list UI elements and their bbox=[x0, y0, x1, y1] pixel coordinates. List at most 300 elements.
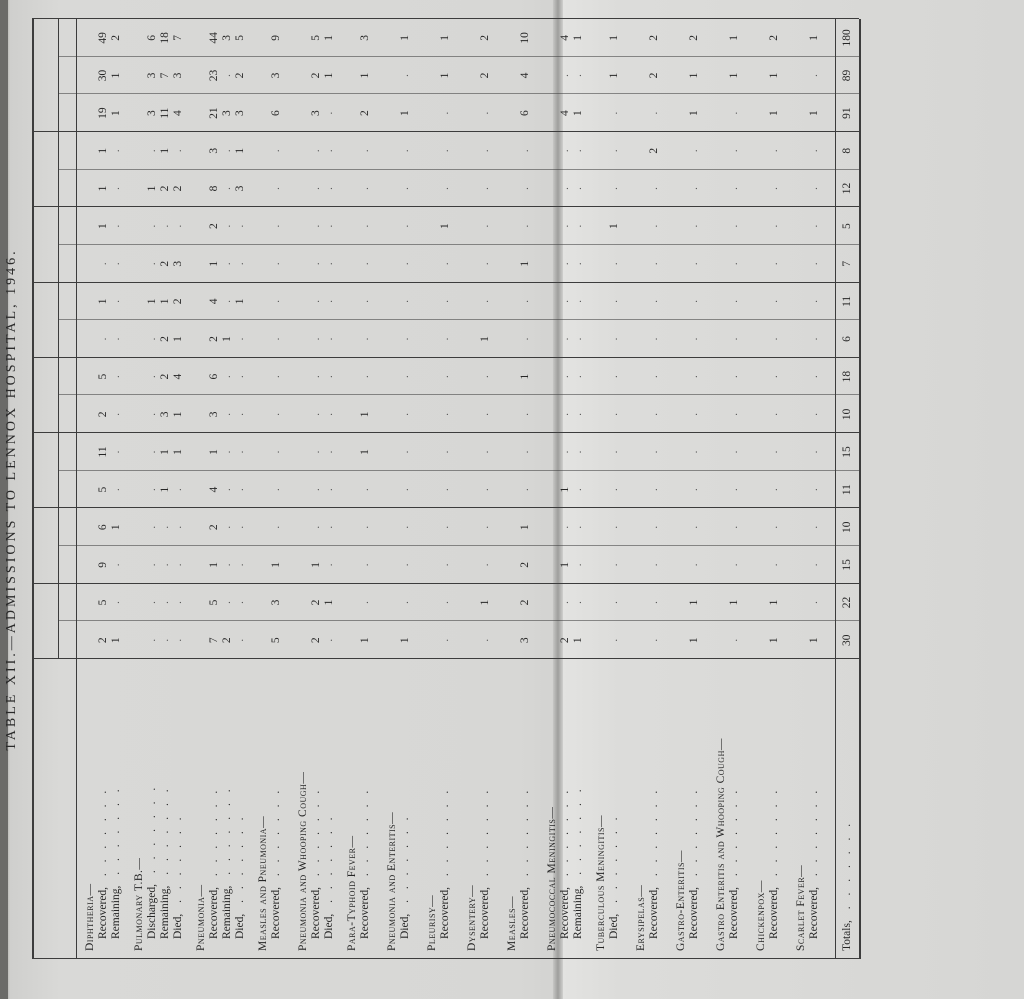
row-label bbox=[439, 663, 452, 951]
cell-value: 1 bbox=[234, 147, 246, 154]
empty-cell-dot: . bbox=[648, 111, 660, 115]
empty-cell-dot: . bbox=[221, 601, 233, 604]
empty-cell-dot: . bbox=[270, 450, 282, 454]
empty-cell-dot: . bbox=[479, 412, 491, 416]
cell-value: 1 bbox=[479, 336, 491, 342]
empty-cell-dot: . bbox=[310, 450, 322, 454]
section-label bbox=[466, 663, 492, 951]
cell-value: 3 bbox=[270, 72, 282, 79]
empty-cell-dot: . bbox=[270, 262, 282, 266]
empty-cell-dot: . bbox=[310, 149, 322, 153]
section-title: Gastro Enteritis and Whooping Cough— bbox=[715, 738, 727, 951]
empty-cell-dot: . bbox=[768, 224, 780, 228]
empty-cell-dot: . bbox=[572, 149, 584, 153]
cell-value: 3 bbox=[270, 599, 282, 606]
cell-value: 1 bbox=[768, 72, 780, 79]
cell-value: 4 bbox=[172, 373, 184, 380]
row-label-text: Recovered bbox=[270, 889, 282, 939]
rule-label-col bbox=[32, 658, 859, 659]
empty-cell-dot: . bbox=[608, 488, 620, 491]
empty-cell-dot: . bbox=[648, 525, 660, 529]
cell-value: 1 bbox=[208, 260, 220, 267]
empty-cell-dot: . bbox=[648, 488, 660, 491]
empty-cell-dot: . bbox=[728, 224, 740, 228]
empty-cell-dot: . bbox=[234, 525, 246, 529]
empty-cell-dot: . bbox=[439, 187, 451, 190]
empty-cell-dot: . bbox=[728, 450, 740, 454]
cell-value: 18 bbox=[159, 32, 171, 44]
row-label bbox=[270, 663, 283, 951]
empty-cell-dot: . bbox=[221, 375, 233, 379]
cell-value: 2 bbox=[172, 185, 184, 192]
empty-cell-dot: . bbox=[572, 74, 584, 77]
cell-value: 1 bbox=[323, 34, 335, 41]
empty-cell-dot: . bbox=[146, 412, 158, 416]
empty-cell-dot: . bbox=[234, 488, 246, 491]
empty-cell-dot: . bbox=[688, 375, 700, 379]
empty-cell-dot: . bbox=[221, 187, 233, 190]
section-label bbox=[84, 663, 123, 951]
empty-cell-dot: . bbox=[572, 262, 584, 266]
row-label-text: Recovered bbox=[688, 889, 700, 939]
empty-cell-dot: . bbox=[146, 224, 158, 228]
empty-cell-dot: . bbox=[559, 450, 571, 454]
empty-cell-dot: . bbox=[323, 224, 335, 228]
rule-left bbox=[32, 958, 859, 959]
empty-cell-dot: . bbox=[323, 300, 335, 303]
cell-value: 1 bbox=[323, 599, 335, 606]
empty-cell-dot: . bbox=[688, 337, 700, 341]
empty-cell-dot: . bbox=[172, 224, 184, 228]
empty-cell-dot: . bbox=[768, 375, 780, 379]
row-label bbox=[608, 663, 621, 951]
empty-cell-dot: . bbox=[479, 563, 491, 567]
empty-cell-dot: . bbox=[359, 525, 371, 529]
cell-value: 1 bbox=[270, 562, 282, 568]
cell-value: 7 bbox=[208, 637, 220, 644]
empty-cell-dot: . bbox=[572, 187, 584, 190]
cell-value: 2 bbox=[479, 34, 491, 41]
row-label bbox=[648, 663, 661, 951]
total-value: 8 bbox=[841, 147, 853, 154]
empty-cell-dot: . bbox=[359, 262, 371, 266]
empty-cell-dot: . bbox=[399, 375, 411, 379]
empty-cell-dot: . bbox=[172, 488, 184, 491]
empty-cell-dot: . bbox=[608, 638, 620, 642]
empty-cell-dot: . bbox=[159, 224, 171, 228]
cell-value: 23 bbox=[208, 69, 220, 82]
section-title: Diphtheria— bbox=[84, 883, 96, 951]
row-label-text: Died bbox=[399, 916, 411, 939]
empty-cell-dot: . bbox=[146, 563, 158, 567]
leader-dots: , . . . . . . . bbox=[97, 786, 109, 890]
cell-value: 5 bbox=[310, 34, 322, 41]
cell-value: 1 bbox=[110, 72, 122, 79]
empty-cell-dot: . bbox=[110, 375, 122, 379]
empty-cell-dot: . bbox=[648, 375, 660, 379]
total-value: 10 bbox=[841, 521, 853, 533]
row-label-text: Remaining bbox=[110, 888, 122, 939]
table-caption: TABLE XII.—ADMISSIONS TO LENNOX HOSPITAL, 1946. bbox=[4, 248, 19, 751]
empty-cell-dot: . bbox=[808, 187, 820, 190]
cell-value: 2 bbox=[159, 260, 171, 267]
empty-cell-dot: . bbox=[572, 224, 584, 228]
total-value: 15 bbox=[841, 559, 853, 571]
empty-cell-dot: . bbox=[728, 187, 740, 190]
cell-value: 1 bbox=[146, 185, 158, 192]
section-title: Pneumonia and Whooping Cough— bbox=[297, 771, 309, 951]
section-title: Scarlet Fever— bbox=[795, 864, 807, 951]
empty-cell-dot: . bbox=[234, 375, 246, 379]
empty-cell-dot: . bbox=[159, 601, 171, 604]
cell-value: 1 bbox=[110, 637, 122, 644]
empty-cell-dot: . bbox=[270, 337, 282, 341]
cell-value: 1 bbox=[172, 411, 184, 418]
row-label bbox=[479, 663, 492, 951]
cell-value: 1 bbox=[97, 185, 109, 192]
cell-value: 4 bbox=[208, 298, 220, 305]
cell-value: 5 bbox=[208, 599, 220, 606]
section-title: Pneumonia— bbox=[195, 884, 207, 951]
cell-value: 1 bbox=[110, 524, 122, 531]
empty-cell-dot: . bbox=[359, 601, 371, 604]
cell-value: 1 bbox=[519, 524, 531, 531]
cell-value: 1 bbox=[559, 562, 571, 568]
total-value: 15 bbox=[841, 446, 853, 458]
empty-cell-dot: . bbox=[688, 450, 700, 454]
empty-cell-dot: . bbox=[221, 149, 233, 153]
empty-cell-dot: . bbox=[234, 563, 246, 567]
section-title: Chickenpox— bbox=[755, 880, 767, 951]
row-label-text: Discharged bbox=[146, 886, 158, 939]
row-label bbox=[399, 663, 412, 951]
empty-cell-dot: . bbox=[688, 412, 700, 416]
cell-value: 1 bbox=[159, 486, 171, 493]
rule-sub-col bbox=[58, 620, 859, 621]
empty-cell-dot: . bbox=[479, 375, 491, 379]
cell-value: 2 bbox=[221, 637, 233, 644]
leader-dots: , . . . . . . . bbox=[359, 786, 371, 890]
cell-value: 7 bbox=[159, 72, 171, 79]
section-title: Gastro-Enteritis— bbox=[675, 850, 687, 951]
empty-cell-dot: . bbox=[559, 601, 571, 604]
leader-dots: , . . . . . . . bbox=[572, 785, 584, 889]
empty-cell-dot: . bbox=[323, 337, 335, 341]
empty-cell-dot: . bbox=[572, 450, 584, 454]
empty-cell-dot: . bbox=[146, 149, 158, 153]
row-label-text: Recovered bbox=[359, 889, 371, 939]
empty-cell-dot: . bbox=[572, 601, 584, 604]
empty-cell-dot: . bbox=[221, 412, 233, 416]
empty-cell-dot: . bbox=[808, 224, 820, 228]
cell-value: 1 bbox=[572, 637, 584, 644]
rule-sub-col bbox=[58, 244, 859, 245]
rule-sub-col bbox=[58, 319, 859, 320]
total-value: 180 bbox=[841, 29, 853, 47]
empty-cell-dot: . bbox=[146, 638, 158, 642]
cell-value: 1 bbox=[359, 637, 371, 644]
cell-value: 1 bbox=[221, 336, 233, 342]
leader-dots: , . . . . . . . bbox=[110, 785, 122, 889]
cell-value: 1 bbox=[688, 637, 700, 644]
empty-cell-dot: . bbox=[270, 525, 282, 529]
cell-value: 1 bbox=[768, 110, 780, 117]
leader-dots: , . . . . . . . bbox=[234, 813, 246, 917]
empty-cell-dot: . bbox=[270, 488, 282, 491]
empty-cell-dot: . bbox=[808, 375, 820, 379]
total-value: 18 bbox=[841, 370, 853, 383]
section-label bbox=[426, 663, 452, 951]
row-label bbox=[159, 663, 172, 951]
row-label-text: Died bbox=[608, 916, 620, 939]
empty-cell-dot: . bbox=[559, 224, 571, 228]
empty-cell-dot: . bbox=[768, 262, 780, 266]
total-value: 12 bbox=[841, 182, 853, 195]
empty-cell-dot: . bbox=[234, 262, 246, 266]
empty-cell-dot: . bbox=[146, 262, 158, 266]
row-label-text: Died bbox=[172, 916, 184, 939]
empty-cell-dot: . bbox=[221, 488, 233, 491]
empty-cell-dot: . bbox=[359, 149, 371, 153]
row-label bbox=[234, 663, 247, 951]
cell-value: 2 bbox=[648, 72, 660, 79]
row-label bbox=[728, 663, 741, 951]
empty-cell-dot: . bbox=[439, 638, 451, 642]
empty-cell-dot: . bbox=[323, 149, 335, 153]
cell-value: 11 bbox=[97, 446, 109, 458]
total-value: 11 bbox=[841, 484, 853, 496]
cell-value: 1 bbox=[159, 449, 171, 455]
empty-cell-dot: . bbox=[572, 488, 584, 491]
empty-cell-dot: . bbox=[110, 412, 122, 416]
empty-cell-dot: . bbox=[688, 224, 700, 228]
cell-value: 1 bbox=[608, 223, 620, 229]
leader-dots: , . . . . . . . bbox=[519, 786, 531, 890]
row-label bbox=[110, 663, 123, 951]
cell-value: 4 bbox=[208, 486, 220, 493]
row-label bbox=[519, 663, 532, 951]
empty-cell-dot: . bbox=[728, 149, 740, 153]
total-value: 89 bbox=[841, 69, 853, 82]
empty-cell-dot: . bbox=[608, 412, 620, 416]
section-label bbox=[595, 663, 621, 951]
row-label-text: Recovered bbox=[208, 889, 220, 939]
empty-cell-dot: . bbox=[648, 601, 660, 604]
row-label bbox=[808, 663, 821, 951]
cell-value: 1 bbox=[159, 298, 171, 305]
leader-dots: , . . . . . . . bbox=[841, 819, 853, 924]
empty-cell-dot: . bbox=[768, 187, 780, 190]
cell-value: 10 bbox=[519, 32, 531, 44]
empty-cell-dot: . bbox=[310, 337, 322, 341]
section-label bbox=[795, 663, 821, 951]
totals-label bbox=[840, 663, 854, 951]
cell-value: 5 bbox=[270, 637, 282, 644]
rule-sub-col bbox=[58, 56, 859, 57]
cell-value: 3 bbox=[208, 147, 220, 154]
empty-cell-dot: . bbox=[399, 525, 411, 529]
empty-cell-dot: . bbox=[359, 187, 371, 190]
empty-cell-dot: . bbox=[110, 450, 122, 454]
cell-value: 1 bbox=[808, 637, 820, 644]
leader-dots: , . . . . . . . bbox=[270, 786, 282, 890]
row-label bbox=[221, 663, 234, 951]
leader-dots: , . . . . . . . bbox=[159, 785, 171, 889]
empty-cell-dot: . bbox=[439, 337, 451, 341]
empty-cell-dot: . bbox=[323, 563, 335, 567]
section-label bbox=[506, 663, 532, 951]
empty-cell-dot: . bbox=[559, 300, 571, 303]
cell-value: 2 bbox=[519, 599, 531, 606]
leader-dots: , . . . . . . . bbox=[728, 786, 740, 890]
leader-dots: , . . . . . . . bbox=[208, 786, 220, 890]
empty-cell-dot: . bbox=[172, 638, 184, 642]
cell-value: 1 bbox=[688, 72, 700, 79]
empty-cell-dot: . bbox=[479, 111, 491, 115]
empty-cell-dot: . bbox=[608, 300, 620, 303]
cell-value: 1 bbox=[768, 599, 780, 606]
empty-cell-dot: . bbox=[323, 638, 335, 642]
cell-value: 2 bbox=[310, 637, 322, 644]
empty-cell-dot: . bbox=[768, 563, 780, 567]
empty-cell-dot: . bbox=[648, 187, 660, 190]
empty-cell-dot: . bbox=[399, 300, 411, 303]
empty-cell-dot: . bbox=[146, 525, 158, 529]
rule-group-col bbox=[32, 357, 859, 358]
empty-cell-dot: . bbox=[608, 111, 620, 115]
empty-cell-dot: . bbox=[234, 337, 246, 341]
cell-value: 1 bbox=[768, 637, 780, 644]
empty-cell-dot: . bbox=[310, 412, 322, 416]
row-label-text: Died bbox=[323, 916, 335, 939]
leader-dots: , . . . . . . . bbox=[172, 813, 184, 917]
empty-cell-dot: . bbox=[608, 375, 620, 379]
cell-value: 1 bbox=[519, 260, 531, 267]
leader-dots: , . . . . . . . bbox=[146, 783, 158, 887]
row-label-text: Recovered bbox=[439, 889, 451, 939]
rule-group-col bbox=[32, 507, 859, 508]
cell-value: 1 bbox=[208, 562, 220, 568]
empty-cell-dot: . bbox=[608, 450, 620, 454]
cell-value: 1 bbox=[234, 298, 246, 305]
row-label-text: Remaining bbox=[572, 888, 584, 939]
empty-cell-dot: . bbox=[310, 488, 322, 491]
empty-cell-dot: . bbox=[359, 375, 371, 379]
empty-cell-dot: . bbox=[519, 488, 531, 491]
cell-value: 2 bbox=[159, 373, 171, 380]
empty-cell-dot: . bbox=[808, 450, 820, 454]
empty-cell-dot: . bbox=[519, 187, 531, 190]
empty-cell-dot: . bbox=[270, 224, 282, 228]
empty-cell-dot: . bbox=[172, 149, 184, 153]
empty-cell-dot: . bbox=[728, 563, 740, 567]
empty-cell-dot: . bbox=[688, 300, 700, 303]
empty-cell-dot: . bbox=[270, 375, 282, 379]
cell-value: 1 bbox=[519, 373, 531, 380]
empty-cell-dot: . bbox=[146, 450, 158, 454]
cell-value: 3 bbox=[159, 411, 171, 418]
cell-value: 1 bbox=[728, 34, 740, 41]
cell-value: 1 bbox=[559, 486, 571, 493]
empty-cell-dot: . bbox=[608, 149, 620, 153]
cell-value: 4 bbox=[172, 110, 184, 117]
leader-dots: , . . . . . . . bbox=[439, 786, 451, 890]
row-label bbox=[559, 663, 572, 951]
section-title: Pleurisy— bbox=[426, 894, 438, 951]
cell-value: 5 bbox=[97, 486, 109, 493]
empty-cell-dot: . bbox=[519, 450, 531, 454]
row-label bbox=[359, 663, 372, 951]
cell-value: 1 bbox=[728, 599, 740, 606]
empty-cell-dot: . bbox=[110, 224, 122, 228]
empty-cell-dot: . bbox=[439, 450, 451, 454]
empty-cell-dot: . bbox=[479, 488, 491, 491]
empty-cell-dot: . bbox=[359, 488, 371, 491]
cell-value: 1 bbox=[572, 34, 584, 41]
empty-cell-dot: . bbox=[768, 488, 780, 491]
empty-cell-dot: . bbox=[479, 262, 491, 266]
empty-cell-dot: . bbox=[399, 601, 411, 604]
empty-cell-dot: . bbox=[270, 187, 282, 190]
cell-value: 5 bbox=[97, 599, 109, 606]
empty-cell-dot: . bbox=[572, 525, 584, 529]
empty-cell-dot: . bbox=[146, 375, 158, 379]
empty-cell-dot: . bbox=[399, 187, 411, 190]
empty-cell-dot: . bbox=[323, 187, 335, 190]
empty-cell-dot: . bbox=[439, 563, 451, 567]
empty-cell-dot: . bbox=[172, 525, 184, 529]
empty-cell-dot: . bbox=[439, 300, 451, 303]
empty-cell-dot: . bbox=[559, 74, 571, 77]
cell-value: 4 bbox=[519, 72, 531, 79]
empty-cell-dot: . bbox=[399, 412, 411, 416]
cell-value: 6 bbox=[146, 34, 158, 41]
empty-cell-dot: . bbox=[728, 525, 740, 529]
cell-value: 1 bbox=[159, 147, 171, 154]
cell-value: 9 bbox=[270, 34, 282, 41]
rule-totals-top bbox=[835, 19, 836, 959]
cell-value: 2 bbox=[648, 147, 660, 154]
empty-cell-dot: . bbox=[270, 412, 282, 416]
empty-cell-dot: . bbox=[728, 262, 740, 266]
empty-cell-dot: . bbox=[172, 601, 184, 604]
row-label-text: Remaining bbox=[221, 888, 233, 939]
cell-value: 3 bbox=[310, 110, 322, 117]
empty-cell-dot: . bbox=[146, 601, 158, 604]
empty-cell-dot: . bbox=[808, 488, 820, 491]
row-label-text: Recovered bbox=[808, 889, 820, 939]
empty-cell-dot: . bbox=[728, 638, 740, 642]
cell-value: 9 bbox=[97, 562, 109, 568]
leader-dots: , . . . . . . . bbox=[648, 786, 660, 890]
empty-cell-dot: . bbox=[234, 412, 246, 416]
empty-cell-dot: . bbox=[688, 488, 700, 491]
empty-cell-dot: . bbox=[159, 638, 171, 642]
cell-value: 2 bbox=[559, 637, 571, 644]
cell-value: 2 bbox=[234, 72, 246, 79]
empty-cell-dot: . bbox=[110, 601, 122, 604]
cell-value: 1 bbox=[399, 637, 411, 644]
empty-cell-dot: . bbox=[768, 450, 780, 454]
total-value: 7 bbox=[841, 260, 853, 267]
rule-sub-col bbox=[58, 470, 859, 471]
empty-cell-dot: . bbox=[146, 337, 158, 341]
empty-cell-dot: . bbox=[728, 337, 740, 341]
empty-cell-dot: . bbox=[439, 262, 451, 266]
total-value: 22 bbox=[841, 596, 853, 609]
leader-dots: , . . . . . . . bbox=[768, 786, 780, 890]
cell-value: 1 bbox=[110, 110, 122, 117]
